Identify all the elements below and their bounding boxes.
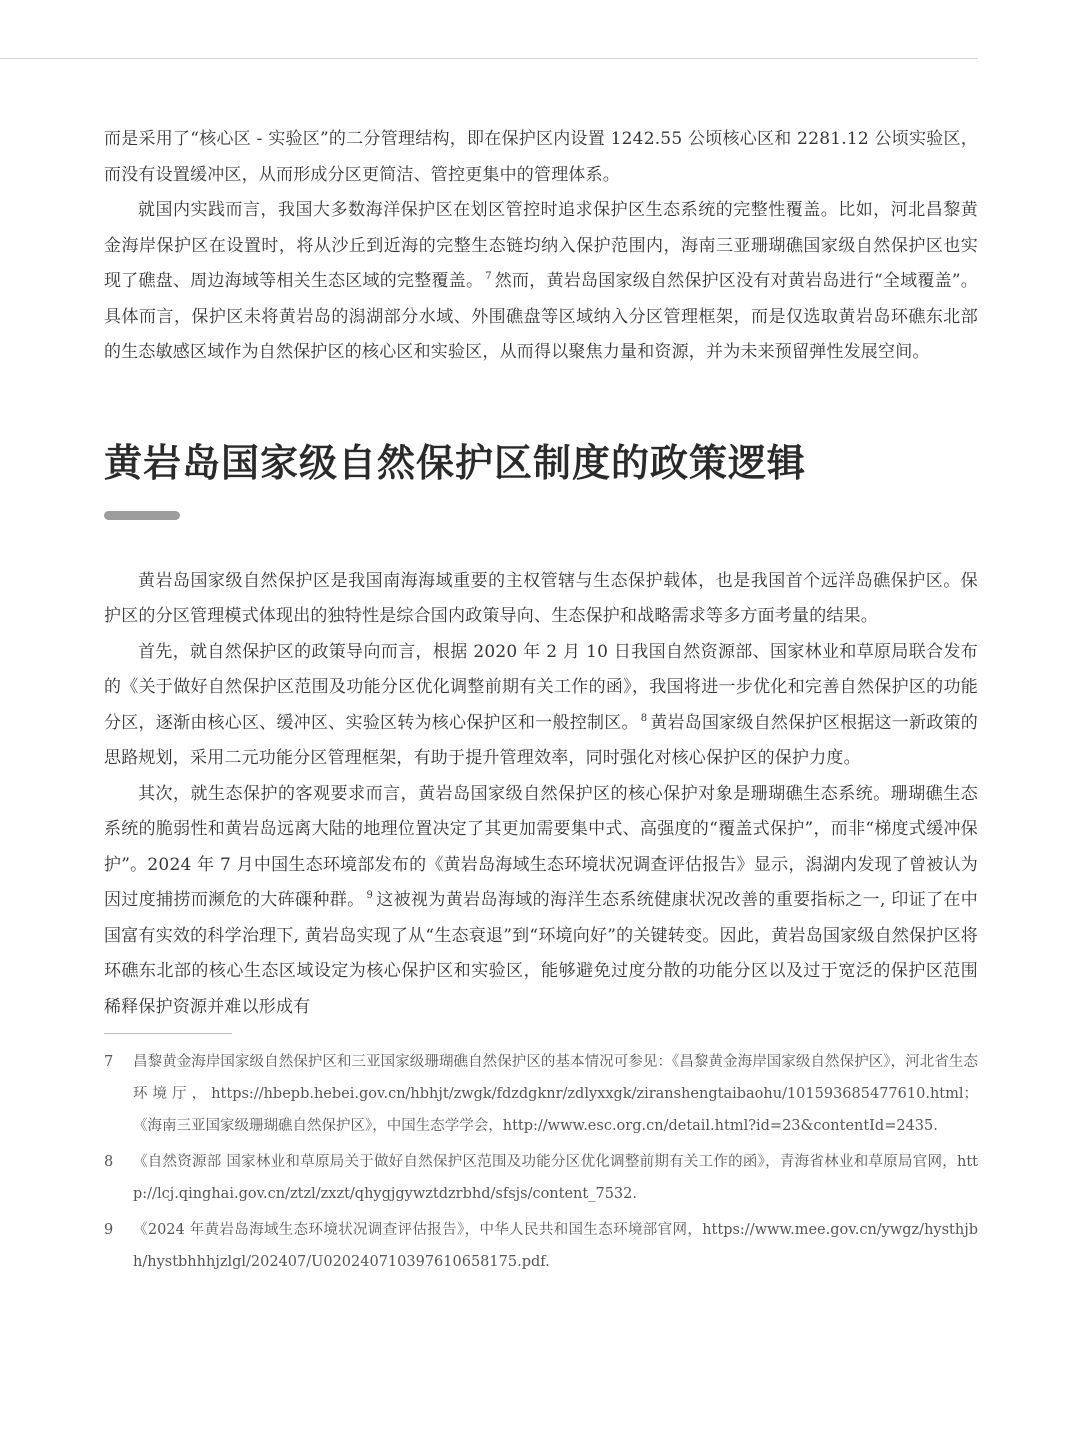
section-paragraph-3-text-a: 其次，就生态保护的客观要求而言，黄岩岛国家级自然保护区的核心保护对象是珊瑚礁生态系统。珊瑚礁生态系统的脆弱性和黄岩岛远离大陆的地理位置决定了其更加需要集中式、高强度的“覆盖式保护”，而非“梯度式缓冲保护”。2024 年 7 月中国生态环境部发布的《黄岩岛海域生态环境状况调查评估报告》显示，潟湖内发现了曾被认为因过度捕捞而濒危的大砗磲种群。 [104,783,978,910]
page-content [104,122,978,1282]
intro-paragraph-2-text-a: 就国内实践而言，我国大多数海洋保护区在划区管控时追求保护区生态系统的完整性覆盖。比如，河北昌黎黄金海岸保护区在设置时，将从沙丘到近海的完整生态链均纳入保护范围内，海南三亚珊瑚礁国家级自然保护区也实现了礁盘、周边海域等相关生态区域的完整覆盖。 [104,200,978,291]
footnote-number: 9 [104,1222,114,1238]
section-paragraph-3 [104,777,978,1026]
section-paragraph-3-text-b: 这被视为黄岩岛海域的海洋生态系统健康状况改善的重要指标之一, 印证了在中国富有实效的科学治理下, 黄岩岛实现了从“生态衰退”到“环境向好”的关键转变。因此，黄岩岛国家级自然保护区将环礁东北部的核心生态区域设定为核心保护区和实验区，能够避免过度分散的功能分区以及过于宽泛的保护区范围稀释保护资源并难以形成有 [104,890,978,1017]
header-rule [0,58,978,59]
footnote-text: 昌黎黄金海岸国家级自然保护区和三亚国家级珊瑚礁自然保护区的基本情况可参见：《昌黎黄金海岸国家级自然保护区》，河北省生态环境厅，https://hbepb.hebei.gov.cn/hbhjt/zwgk/fdzdgknr/zdlyxxgk/ziranshengtaibaohu/101593685477610.html；《海南三亚国家级珊瑚礁自然保护区》，中国生态学学会，http://www.esc.org.cn/detail.html?id=23&contentId=2435. [133,1054,978,1134]
footnote-ref-9: 9 [366,890,374,902]
footnote-9 [104,1214,978,1278]
footnote-7 [104,1046,978,1142]
section-paragraph-2 [104,635,978,777]
intro-paragraph-2-text-b: 然而，黄岩岛国家级自然保护区没有对黄岩岛进行“全域覆盖”。具体而言，保护区未将黄岩岛的潟湖部分水域、外围礁盘等区域纳入分区管理框架，而是仅选取黄岩岛环礁东北部的生态敏感区域作为自然保护区的核心区和实验区，从而得以聚焦力量和资源，并为未来预留弹性发展空间。 [104,271,978,362]
title-underline-bar [104,511,180,520]
footnote-8 [104,1146,978,1210]
intro-paragraph-1: 而是采用了“核心区 - 实验区”的二分管理结构，即在保护区内设置 1242.55 公顷核心区和 2281.12 公顷实验区，而没有设置缓冲区，从而形成分区更简洁、管控更集中的管理体系。 [104,129,978,185]
footnote-number: 7 [104,1054,114,1070]
footnote-ref-8: 8 [640,712,648,724]
footnote-text: 《2024 年黄岩岛海域生态环境状况调查评估报告》，中华人民共和国生态环境部官网，https://www.mee.gov.cn/ywgz/hysthjbh/hystbhhhjzlgl/202407/U020240710397610658175.pdf. [133,1222,978,1270]
footnote-number: 8 [104,1154,114,1170]
section-title: 黄岩岛国家级自然保护区制度的政策逻辑 [104,440,807,485]
section-paragraph-1: 黄岩岛国家级自然保护区是我国南海海域重要的主权管辖与生态保护载体，也是我国首个远洋岛礁保护区。保护区的分区管理模式体现出的独特性是综合国内政策导向、生态保护和战略需求等多方面考量的结果。 [104,570,978,626]
footnote-text: 《自然资源部 国家林业和草原局关于做好自然保护区范围及功能分区优化调整前期有关工作的函》，青海省林业和草原局官网，http://lcj.qinghai.gov.cn/ztzl/zxzt/qhygjgywztdzrbhd/sfsjs/content_7532. [133,1154,978,1202]
section-paragraph-2-text-b: 黄岩岛国家级自然保护区根据这一新政策的思路规划，采用二元功能分区管理框架，有助于提升管理效率，同时强化对核心保护区的保护力度。 [104,712,978,768]
intro-paragraph-2 [104,193,978,371]
section-paragraph-2-text-a: 首先，就自然保护区的政策导向而言，根据 2020 年 2 月 10 日我国自然资源部、国家林业和草原局联合发布的《关于做好自然保护区范围及功能分区优化调整前期有关工作的函》，我国将进一步优化和完善自然保护区的功能分区，逐渐由核心区、缓冲区、实验区转为核心保护区和一般控制区。 [104,641,978,733]
footnote-ref-7: 7 [485,271,492,283]
footnote-separator [104,1033,232,1034]
